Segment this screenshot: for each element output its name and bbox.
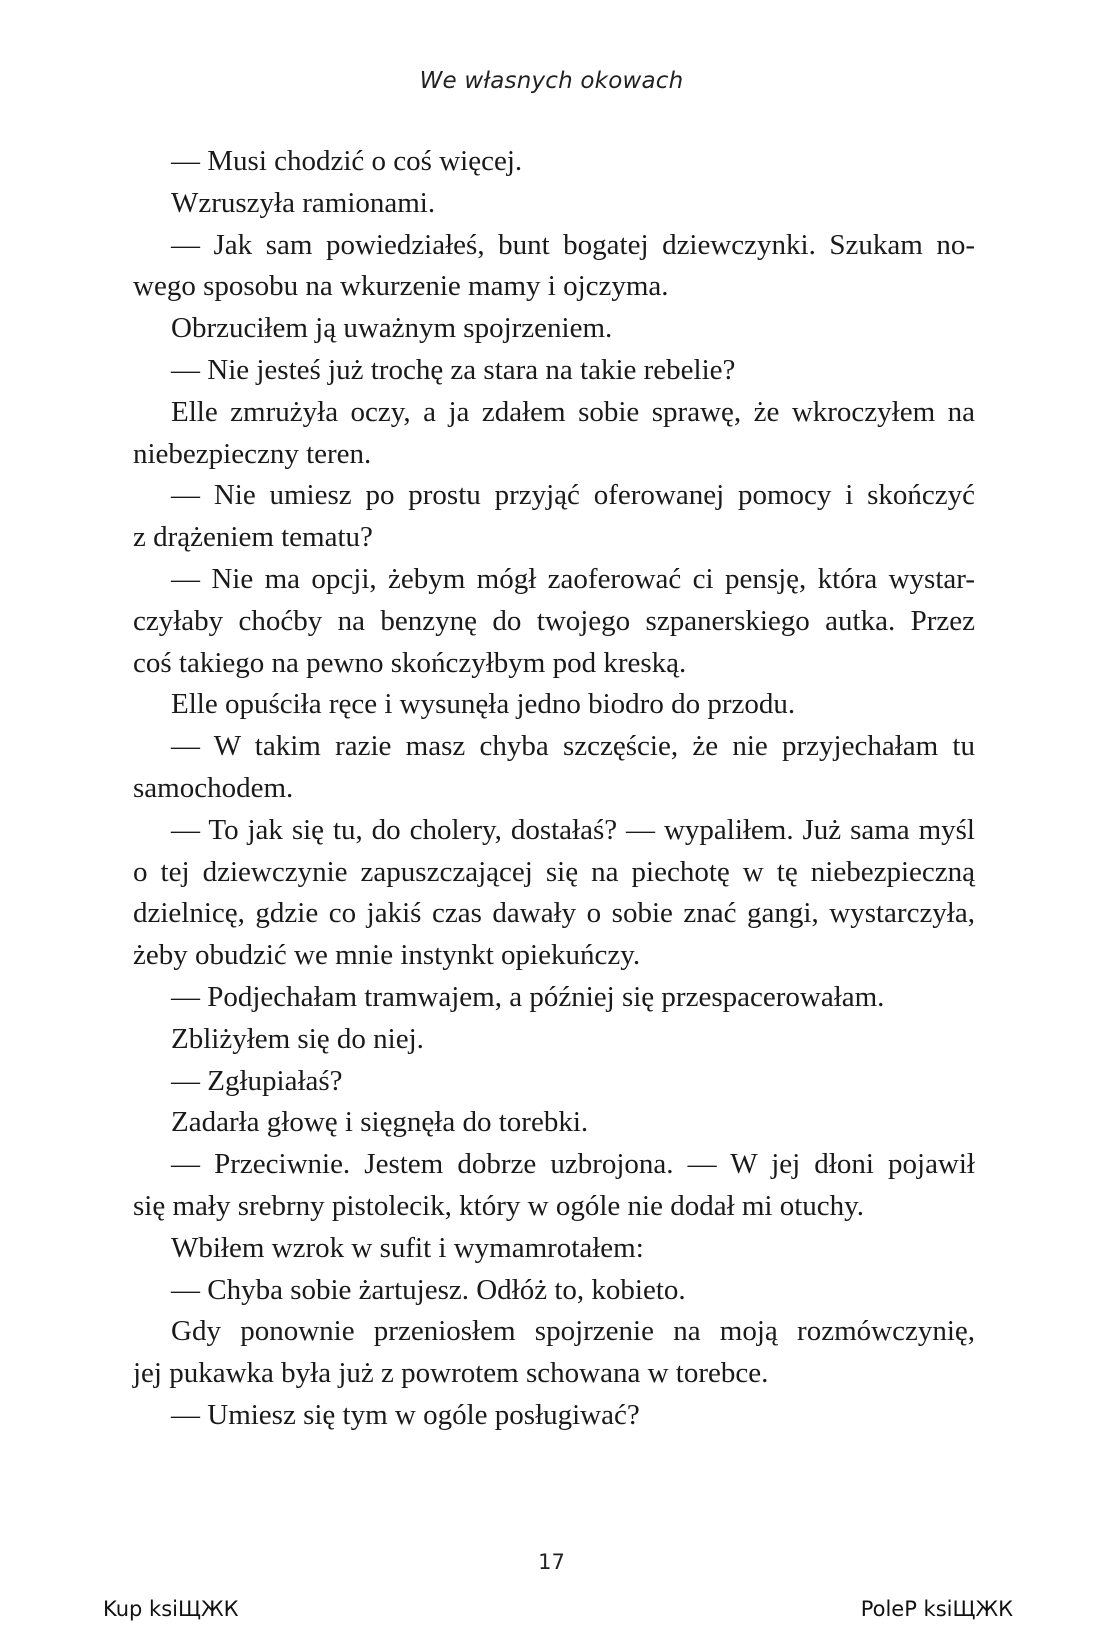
text-line: Elle zmrużyła oczy, a ja zdałem sobie sprawę, że wkroczyłem na	[171, 395, 975, 428]
text-line: Wzruszyła ramionami.	[171, 186, 436, 219]
text-line: — Nie umiesz po prostu przyjąć oferowanej pomocy i skończyć	[171, 479, 975, 512]
text-line: — Jak sam powiedziałeś, bunt bogatej dziewczynki. Szukam no-	[171, 228, 975, 261]
text-line: — Nie jesteś już trochę za stara na takie rebelie?	[171, 353, 736, 386]
text-line: — Podjechałam tramwajem, a później się przespacerowałam.	[171, 980, 885, 1013]
text-line: — To jak się tu, do cholery, dostałaś? — wypaliłem. Już sama myśl	[171, 813, 975, 846]
text-line: — Przeciwnie. Jestem dobrze uzbrojona. — W jej dłoni pojawił	[171, 1148, 975, 1181]
text-line: dzielnicę, gdzie co jakiś czas dawały o sobie znać gangi, wystarczyła,	[133, 897, 975, 930]
text-line: Elle opuściła ręce i wysunęła jedno biodro do przodu.	[171, 688, 796, 721]
body-text	[133, 141, 975, 1437]
text-line: Zbliżyłem się do niej.	[171, 1022, 424, 1055]
text-line: czyłaby choćby na benzynę do twojego szpanerskiego autka. Przez	[133, 604, 975, 637]
text-line: Gdy ponownie przeniosłem spojrzenie na moją rozmówczynię,	[171, 1315, 975, 1348]
text-line: — Chyba sobie żartujesz. Odłóż to, kobieto.	[171, 1273, 686, 1306]
text-line: — Musi chodzić o coś więcej.	[171, 145, 523, 177]
buy-book-link[interactable]: Kup ksiЩЖК	[103, 1597, 239, 1621]
text-line: z drążeniem tematu?	[133, 521, 373, 554]
recommend-book-link[interactable]: PoleP ksiЩЖК	[860, 1597, 1013, 1621]
text-line: Zadarła głowę i sięgnęła do torebki.	[171, 1106, 589, 1139]
text-line: — Zgłupiałaś?	[171, 1064, 343, 1097]
text-line: o tej dziewczynie zapuszczającej się na piechotę w tę niebezpieczną	[133, 855, 975, 888]
text-line: — Umiesz się tym w ogóle posługiwać?	[171, 1398, 640, 1431]
text-line: coś takiego na pewno skończyłbym pod kreską.	[133, 646, 687, 679]
text-line: żeby obudzić we mnie instynkt opiekuńczy.	[133, 939, 641, 972]
text-line: Obrzuciłem ją uważnym spojrzeniem.	[171, 312, 613, 345]
page-number: 17	[538, 1550, 565, 1574]
text-line: Wbiłem wzrok w sufit i wymamrotałem:	[171, 1231, 644, 1264]
text-line: jej pukawka była już z powrotem schowana w torebce.	[133, 1357, 769, 1390]
text-line: — Nie ma opcji, żebym mógł zaoferować ci pensję, która wystar-	[171, 562, 975, 595]
running-head: We własnych okowach	[419, 68, 684, 94]
text-line: samochodem.	[133, 771, 294, 804]
text-line: wego sposobu na wkurzenie mamy i ojczyma.	[133, 270, 669, 303]
text-line: niebezpieczny teren.	[133, 437, 372, 470]
text-line: się mały srebrny pistolecik, który w ogóle nie dodał mi otuchy.	[133, 1189, 865, 1222]
text-line: — W takim razie masz chyba szczęście, że nie przyjechałam tu	[171, 730, 975, 763]
